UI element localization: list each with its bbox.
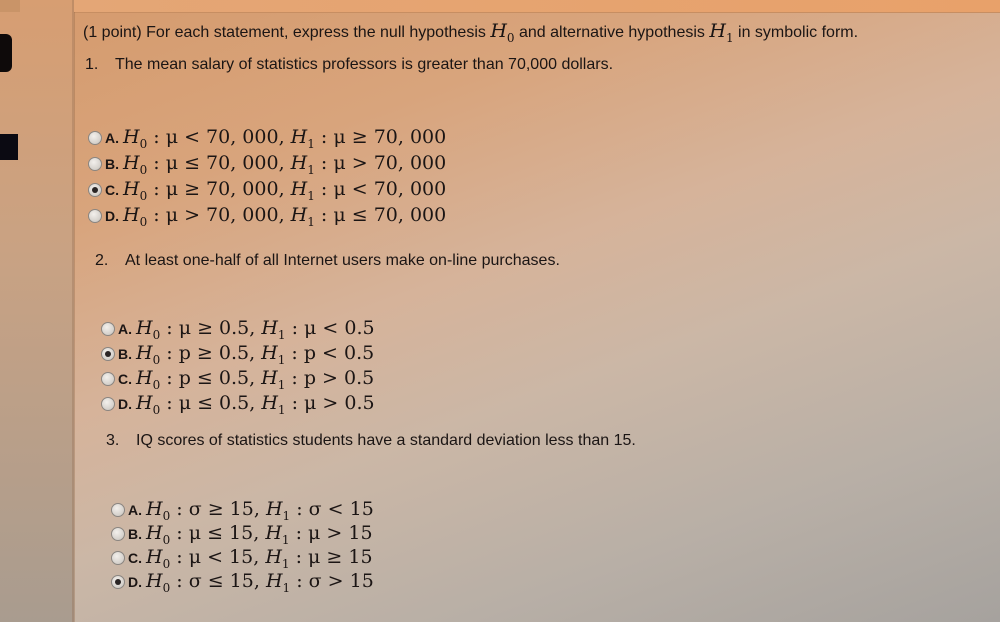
option-letter: A. — [105, 130, 119, 147]
option-formula: $H_0$ : μ < 70, 000, $H_1$ : μ ≥ 70, 000 — [123, 126, 447, 151]
q2-option-a[interactable] — [101, 317, 375, 342]
option-letter: A. — [128, 502, 142, 519]
q1-option-c[interactable] — [88, 178, 446, 203]
instruction-text: and alternative hypothesis — [519, 24, 705, 41]
option-letter: B. — [105, 156, 119, 173]
q2-option-c[interactable] — [101, 367, 374, 392]
question-number: 3. — [106, 432, 120, 449]
h1-symbol: $H_1$ — [709, 20, 734, 45]
option-letter: C. — [128, 550, 142, 567]
radio-button-selected[interactable] — [101, 347, 115, 361]
radio-button[interactable] — [101, 372, 115, 386]
q2-option-d[interactable] — [101, 392, 375, 417]
option-formula: $H_0$ : μ ≤ 70, 000, $H_1$ : μ > 70, 000 — [123, 152, 447, 177]
question-number: 1. — [85, 56, 99, 73]
radio-button[interactable] — [101, 322, 115, 336]
option-formula: $H_0$ : p ≤ 0.5, $H_1$ : p > 0.5 — [136, 367, 375, 392]
option-letter: D. — [128, 574, 142, 591]
option-letter: B. — [118, 346, 132, 363]
radio-button-selected[interactable] — [111, 575, 125, 589]
option-formula: $H_0$ : μ ≤ 0.5, $H_1$ : μ > 0.5 — [136, 392, 375, 417]
q1-option-b[interactable] — [88, 152, 446, 177]
radio-button[interactable] — [101, 397, 115, 411]
option-formula: $H_0$ : μ < 15, $H_1$ : μ ≥ 15 — [146, 546, 373, 571]
radio-button-selected[interactable] — [88, 183, 102, 197]
q3-option-b[interactable] — [111, 522, 373, 547]
h0-symbol: $H_0$ — [490, 20, 515, 45]
radio-button[interactable] — [111, 503, 125, 517]
option-formula: $H_0$ : μ ≥ 70, 000, $H_1$ : μ < 70, 000 — [123, 178, 447, 203]
instruction-text: in symbolic form. — [738, 24, 859, 41]
radio-button[interactable] — [111, 551, 125, 565]
option-letter: D. — [105, 208, 119, 225]
radio-button[interactable] — [111, 527, 125, 541]
option-letter: C. — [105, 182, 119, 199]
option-formula: $H_0$ : σ ≤ 15, $H_1$ : σ > 15 — [146, 570, 374, 595]
option-letter: B. — [128, 526, 142, 543]
question-text: At least one-half of all Internet users make on-line purchases. — [125, 252, 560, 269]
option-formula: $H_0$ : μ > 70, 000, $H_1$ : μ ≤ 70, 000 — [123, 204, 447, 229]
q1-option-a[interactable] — [88, 126, 446, 151]
option-formula: $H_0$ : σ ≥ 15, $H_1$ : σ < 15 — [146, 498, 374, 523]
instruction-text: (1 point) For each statement, express the null hypothesis — [83, 24, 486, 41]
option-formula: $H_0$ : μ ≤ 15, $H_1$ : μ > 15 — [146, 522, 373, 547]
q1-option-d[interactable] — [88, 204, 446, 229]
question-text: The mean salary of statistics professors is greater than 70,000 dollars. — [115, 56, 614, 73]
problem-instructions — [83, 20, 858, 45]
option-formula: $H_0$ : p ≥ 0.5, $H_1$ : p < 0.5 — [136, 342, 375, 367]
question-2 — [95, 252, 560, 270]
option-letter: C. — [118, 371, 132, 388]
option-letter: D. — [118, 396, 132, 413]
question-number: 2. — [95, 252, 109, 269]
question-3 — [106, 432, 636, 450]
radio-button[interactable] — [88, 131, 102, 145]
question-1 — [85, 56, 613, 74]
q3-option-a[interactable] — [111, 498, 374, 523]
q3-option-c[interactable] — [111, 546, 373, 571]
q3-option-d[interactable] — [111, 570, 374, 595]
radio-button[interactable] — [88, 157, 102, 171]
option-formula: $H_0$ : μ ≥ 0.5, $H_1$ : μ < 0.5 — [136, 317, 375, 342]
q2-option-b[interactable] — [101, 342, 374, 367]
question-text: IQ scores of statistics students have a standard deviation less than 15. — [136, 432, 636, 449]
option-letter: A. — [118, 321, 132, 338]
radio-button[interactable] — [88, 209, 102, 223]
